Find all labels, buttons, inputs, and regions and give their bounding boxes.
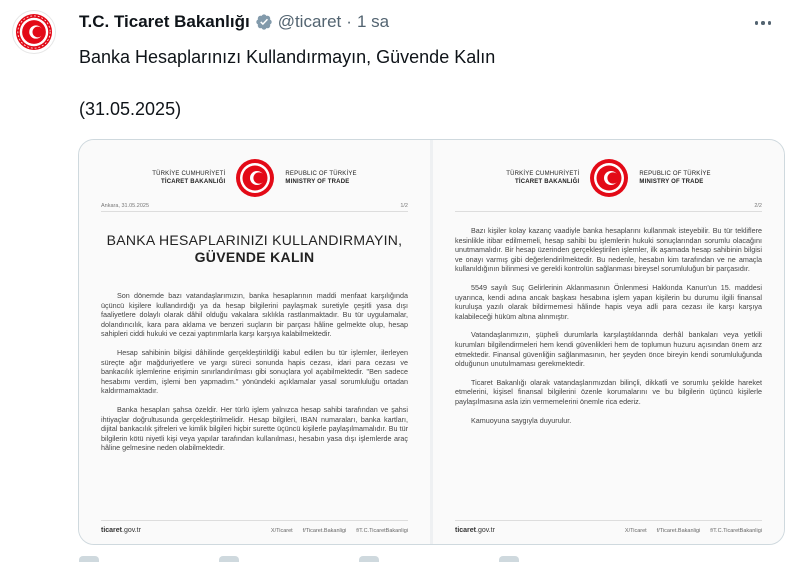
document-header	[101, 156, 408, 200]
footer-brand-bold: ticaret	[455, 527, 477, 534]
footer-brand-bold: ticaret	[101, 527, 123, 534]
place-date: Ankara, 31.05.2025	[101, 203, 150, 209]
separator-dot: ·	[346, 12, 352, 31]
tweet-media[interactable]	[78, 139, 785, 545]
tweet-actions-peek	[79, 556, 785, 562]
tweet-time[interactable]: 1 sa	[356, 12, 390, 31]
document-header	[455, 156, 762, 200]
ministry-seal-icon	[235, 158, 275, 198]
account-avatar[interactable]	[12, 10, 56, 54]
paragraph: 5549 sayılı Suç Gelirlerinin Aklanmasının Önlenmesi Hakkında Kanun'un 15. maddesi uyarınca, kendi adına ancak başkası hesabına işlem yapan kişilerin bu durumu ilgili finansal kuruluşa yazılı olarak bildirmemesi hâlinde hapis veya adli para cezası ile karşı karşıya kalabileceği hüküm altına alınmıştır.	[455, 282, 762, 321]
footer-x: X/Ticaret	[270, 527, 293, 534]
tweet-text: Banka Hesaplarınızı Kullandırmayın, Güvende Kalın	[79, 47, 496, 67]
document-page-1[interactable]	[79, 140, 430, 544]
tweet-header	[79, 12, 389, 32]
tweet-date: (31.05.2025)	[79, 99, 182, 119]
document-meta	[455, 203, 762, 212]
views-icon[interactable]	[499, 556, 519, 562]
footer-instagram: f/T.C.TicaretBakanligi	[356, 527, 408, 534]
like-icon[interactable]	[359, 556, 379, 562]
footer-x: X/Ticaret	[624, 527, 647, 534]
page-number: 1/2	[400, 203, 408, 209]
document-page-2[interactable]	[433, 140, 784, 544]
paragraph: Banka hesapları şahsa özeldir. Her türlü işlem yalnızca hesap sahibi tarafından ve şahsi ihtiyaçlar doğrultusunda gerçekleştirilmelidir. Hesap bilgileri, IBAN numaraları, banka kartları, dijital bankacılık şifreleri ve kimlik bilgileri hiçbir surette üçüncü kişilerle paylaşılmamalıdır. Bu tür bilgilerin kötü niyetli kişi veya yapılar tarafından kullanılması, hesabın yasa dışı işlemlerde araç hâline gelmesine neden olabilmektedir.	[101, 404, 408, 453]
paragraph: Kamuoyuna saygıyla duyurulur.	[471, 415, 572, 425]
paragraph: Bazı kişiler kolay kazanç vaadiyle banka hesaplarını kullanmak isteyebilir. Bu tür tekliflere kesinlikle itibar edilmemeli, hesap sahibi bu işlemlerin hukuki sonuçlarından sorumlu olacağını unutmamalıdır. Bir hesap üzerinden gerçekleştirilen işlemler, ilk aşamada hesap sahibinin bilgisi ve onayı varmış gibi değerlendirilmektedir. Bu nedenle, hesabın kim tarafından ve ne amaçla kullanıldığının bilinmesi ve gerekli kontrolün sağlanması bireysel sorumluluğun bir parçasıdır.	[455, 226, 762, 274]
verified-badge-icon[interactable]	[255, 13, 273, 31]
footer-facebook: f/Ticaret.Bakanligi	[302, 527, 347, 534]
paragraph: Vatandaşlarımızın, şüpheli durumlarla karşılaştıklarında derhâl bankaları veya yetkili kurumları bilgilendirmeleri hem kendi güvenlikleri hem de toplumun huzuru açısından önem arz etmektedir. Finansal güvenliğin sağlanmasının, her şeyden önce bireyin kendi sorumluluğunda olduğunun unutulmaması gerekmektedir.	[455, 330, 762, 369]
title-line2: GÜVENDE KALIN	[194, 249, 315, 265]
ministry-seal-icon	[589, 158, 629, 198]
document-title	[101, 232, 408, 266]
footer-brand-rest: .gov.tr	[122, 527, 141, 534]
account-handle[interactable]: @ticaret	[277, 12, 342, 31]
retweet-icon[interactable]	[219, 556, 239, 562]
header-tr-line1: TÜRKİYE CUMHURİYETİ	[506, 171, 580, 177]
footer-brand	[101, 527, 141, 534]
page-number: 2/2	[754, 203, 762, 209]
footer-brand	[455, 527, 495, 534]
footer-facebook: f/Ticaret.Bakanligi	[656, 527, 701, 534]
reply-icon[interactable]	[79, 556, 99, 562]
paragraph: Ticaret Bakanlığı olarak vatandaşlarımızdan bilinçli, dikkatli ve sorumlu şekilde hareket etmelerini, kişisel finansal bilgilerini özenle korumalarını ve bu bilgilerin üçüncü kişilerle paylaşılmasına asla izin vermemelerini önemle rica ederiz.	[455, 377, 762, 406]
document-meta	[101, 203, 408, 212]
footer-instagram: f/T.C.TicaretBakanligi	[710, 527, 762, 534]
title-line1: BANKA HESAPLARINIZI KULLANDIRMAYIN,	[106, 232, 403, 248]
header-en-line2: MINISTRY OF TRADE	[639, 179, 704, 185]
footer-social	[625, 528, 762, 534]
header-tr-line1: TÜRKİYE CUMHURİYETİ	[152, 171, 226, 177]
footer-brand-rest: .gov.tr	[476, 527, 495, 534]
header-en-line1: REPUBLIC OF TÜRKİYE	[639, 171, 711, 177]
header-tr-line2: TİCARET BAKANLIĞI	[160, 179, 226, 185]
document-footer	[455, 520, 762, 534]
ministry-seal-icon	[15, 13, 53, 51]
header-en-line2: MINISTRY OF TRADE	[285, 179, 350, 185]
more-options-icon[interactable]	[751, 14, 775, 32]
header-tr-line2: TİCARET BAKANLIĞI	[514, 179, 580, 185]
footer-social	[271, 528, 408, 534]
document-body	[455, 226, 762, 425]
document-footer	[101, 520, 408, 534]
document-body	[101, 291, 408, 453]
header-en-line1: REPUBLIC OF TÜRKİYE	[285, 171, 357, 177]
account-name[interactable]: T.C. Ticaret Bakanlığı	[79, 12, 250, 31]
paragraph: Hesap sahibinin bilgisi dâhilinde gerçekleştirildiği kabul edilen bu tür işlemler, ilerleyen süreçte ağır mağduriyetlere ve yargı süreci sonunda hapis cezası, idari para cezası ve bankacılık işlemlerine erişimin sınırlandırılması gibi sonuçlara yol açabilmektedir. "Ben sadece hesabımı verdim, işlemi ben yapmadım." yönündeki açıklamalar yasal sorumluluğu ortadan kaldırmamaktadır.	[101, 347, 408, 396]
paragraph: Son dönemde bazı vatandaşlarımızın, banka hesaplarının maddi menfaat karşılığında üçüncü kişilere kullandırdığı ya da hesap bilgilerini paylaşmak suretiyle çeşitli yasa dışı faaliyetlere dolaylı olarak dâhil olduğu vakalara sıklıkla rastlanmaktadır. Bu tür uygulamalar, dolandırıcılık, kara para aklama ve benzeri suçların bir parçası hâline gelmekte olup, hesap sahipleri ciddi hukuki ve cezai yaptırımlarla karşı karşıya kalabilmektedir.	[101, 291, 408, 339]
